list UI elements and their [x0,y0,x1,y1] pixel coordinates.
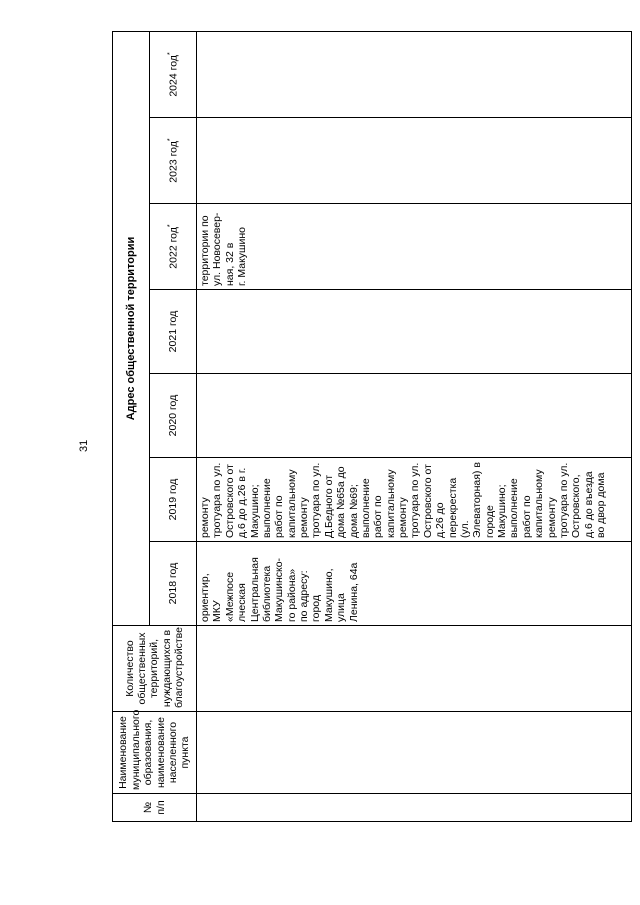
header-year-2020 [150,374,197,458]
cell-municipality [197,712,632,794]
header-count: Количество общественных территорий, нуждающихся в благоустройстве [113,626,197,712]
cell-2018: ориентир, МКУ «Межпосе лческая Центральная библиотека Макушинско- го района» по адресу: город Макушино, улица Ленина, 64а [197,542,632,626]
header-year-2023 [150,118,197,204]
table-row [197,31,632,821]
cell-2019: ремонту тротуара по ул. Островского от д.6 до д.26 в г. Макушино; выполнение работ по капитальному ремонту тротуара по ул. Д.Бедного от дома №65а до дома №69; выполнение работ по капитальному ремонту тротуара по ул. Островского от д.26 до перекрестка (ул. Элеваторная) в городе Макушино; выполнение работ по капитальному ремонту тротуара по ул. Островского, д.6 до въезда во двор дома [197,458,632,542]
cell-2020 [197,374,632,458]
year-mark: * [166,224,174,228]
year-label: 2019 год [166,478,179,521]
cell-num [197,794,632,822]
cell-2024 [197,31,632,117]
header-year-2021 [150,290,197,374]
cell-2022: территории по ул. Новосевер- ная, 32 в г. Макушино [197,204,632,290]
year-label: 2021 год [166,310,179,353]
header-year-2018 [150,542,197,626]
header-year-2022 [150,204,197,290]
cell-2023 [197,118,632,204]
address-table-frame [112,32,632,822]
header-address: Адрес общественной территории [113,31,150,625]
header-municipality: Наименование муниципального образования, наименование населенного пункта [113,712,197,794]
header-year-2024 [150,31,197,117]
year-label: 2022 год [167,227,180,269]
header-year-2019 [150,458,197,542]
page-number: 31 [78,439,90,452]
cell-2021 [197,290,632,374]
header-num: № п/п [113,794,197,822]
year-label: 2023 год [167,141,180,183]
public-territories-table [112,31,632,822]
year-label: 2020 год [166,394,179,437]
year-label: 2018 год [166,562,179,605]
cell-count [197,626,632,712]
year-label: 2024 год [167,55,180,97]
year-mark: * [166,52,174,56]
year-mark: * [166,138,174,142]
